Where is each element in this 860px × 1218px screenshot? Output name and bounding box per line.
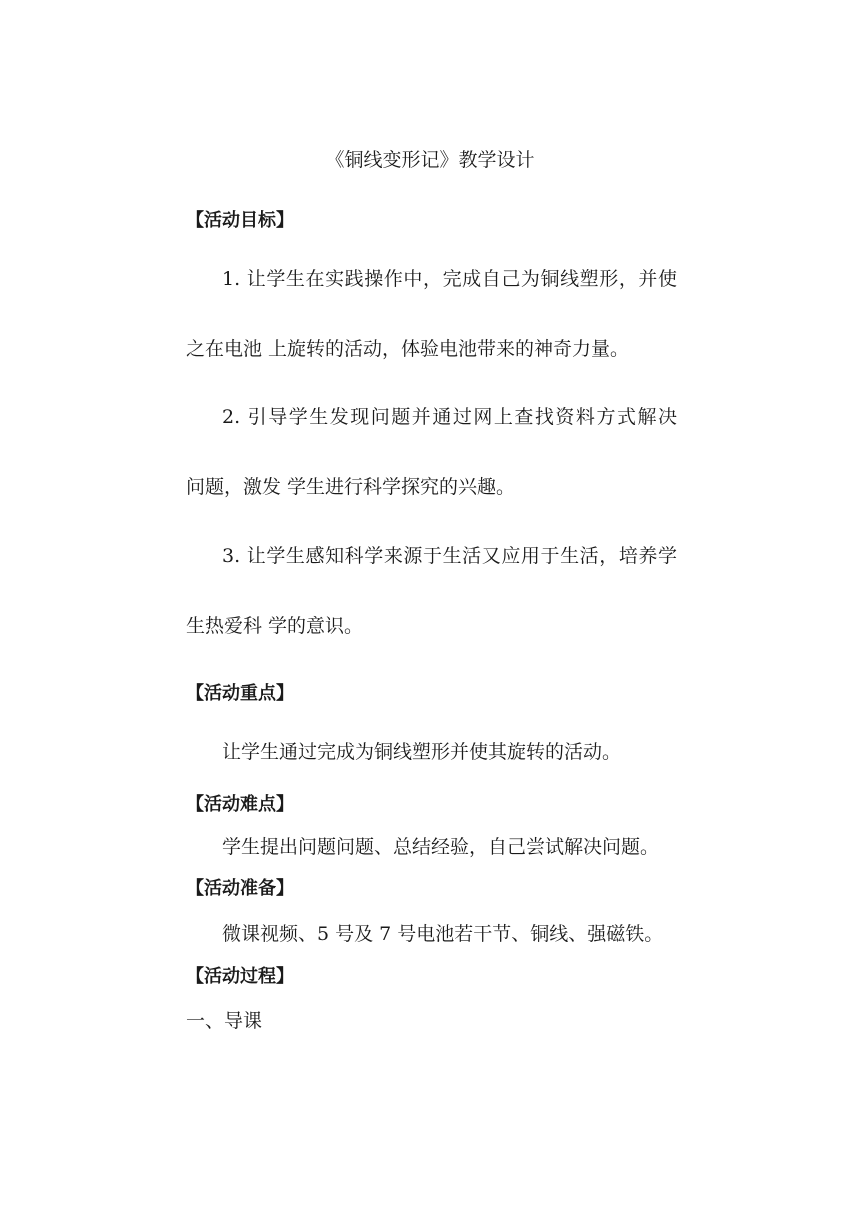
key-points-heading: 【活动重点】 (186, 683, 294, 704)
process-heading: 【活动过程】 (186, 966, 294, 987)
goal-1-line-2: 之在电池 上旋转的活动，体验电池带来的神奇力量。 (186, 338, 630, 360)
goal-2-line-2: 问题，激发 学生进行科学探究的兴趣。 (186, 476, 516, 498)
document-title: 《铜线变形记》教学设计 (325, 149, 535, 171)
goal-3-line-2: 生热爱科 学的意识。 (186, 615, 364, 637)
goal-1-line-1: 1. 让学生在实践操作中，完成自己为铜线塑形，并使 (222, 268, 677, 290)
preparation-text: 微课视频、5 号及 7 号电池若干节、铜线、强磁铁。 (222, 923, 664, 945)
key-points-text: 让学生通过完成为铜线塑形并使其旋转的活动。 (222, 741, 622, 763)
goal-3-line-1: 3. 让学生感知科学来源于生活又应用于生活，培养学 (222, 545, 677, 567)
difficulties-text: 学生提出问题问题、总结经验，自己尝试解决问题。 (222, 836, 660, 858)
goal-2-line-1: 2. 引导学生发现问题并通过网上查找资料方式解决 (222, 406, 677, 428)
process-step-1: 一、导课 (186, 1010, 263, 1032)
difficulties-heading: 【活动难点】 (186, 794, 294, 815)
preparation-heading: 【活动准备】 (186, 878, 294, 899)
goals-heading: 【活动目标】 (186, 210, 294, 231)
